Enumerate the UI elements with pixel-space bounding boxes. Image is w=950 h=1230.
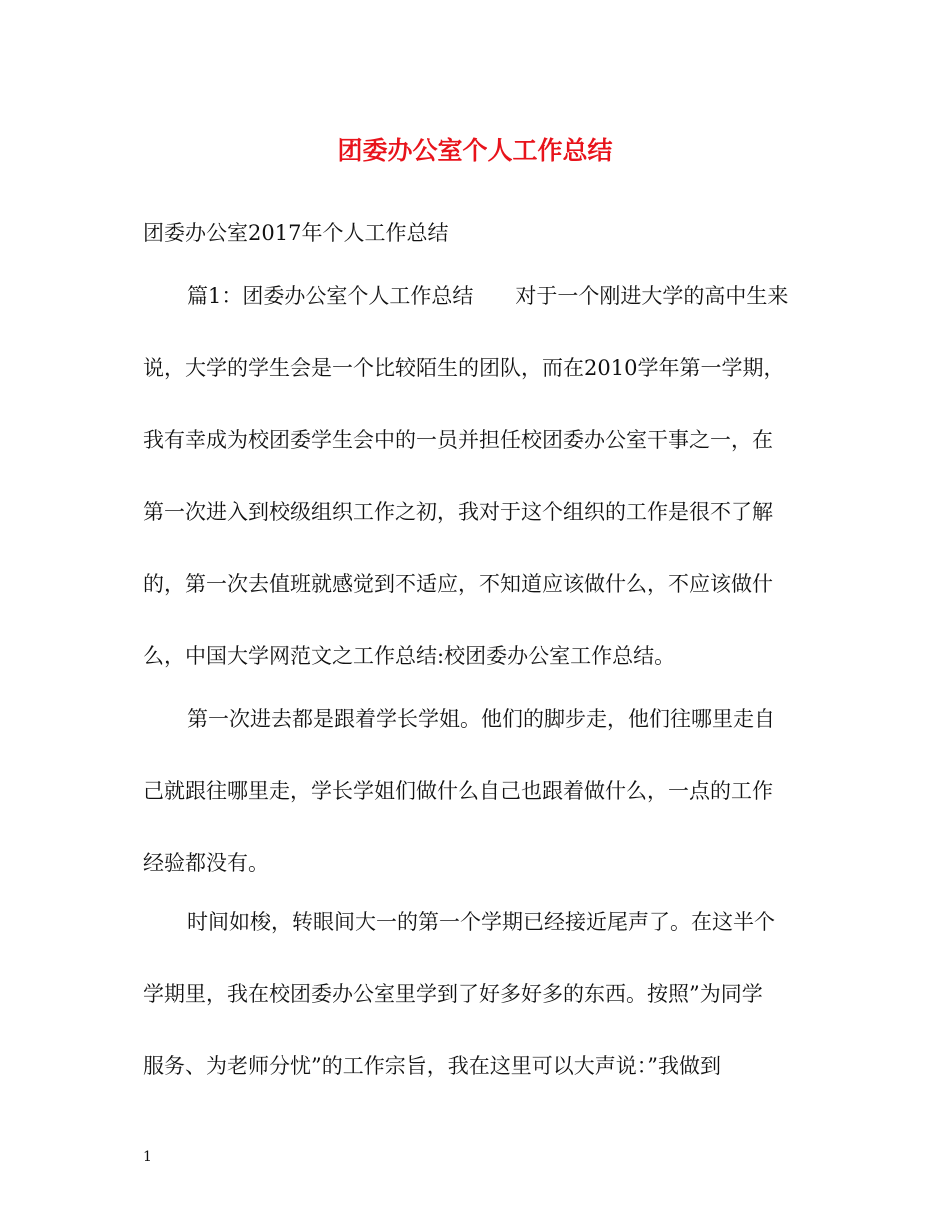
paragraph-line: 己就跟往哪里走，学长学姐们做什么自己也跟着做什么，一点的工作 — [143, 779, 773, 803]
paragraph-line: 经验都没有。 — [143, 851, 269, 875]
paragraph-line: 的，第一次去值班就感觉到不适应，不知道应该做什么，不应该做什 — [143, 572, 773, 596]
paragraph-line: 时间如梭，转眼间大一的第一个学期已经接近尾声了。在这半个 — [187, 910, 775, 934]
paragraph-line: 篇1：团委办公室个人工作总结 对于一个刚进大学的高中生来 — [187, 284, 789, 308]
document-title: 团委办公室个人工作总结 — [337, 136, 613, 165]
paragraph-line: 学期里，我在校团委办公室里学到了好多好多的东西。按照”为同学 — [143, 982, 763, 1006]
paragraph-line: 第一次进去都是跟着学长学姐。他们的脚步走，他们往哪里走自 — [187, 707, 775, 731]
paragraph-line: 说，大学的学生会是一个比较陌生的团队，而在2010学年第一学期， — [143, 356, 785, 380]
paragraph-line: 我有幸成为校团委学生会中的一员并担任校团委办公室干事之一，在 — [143, 428, 773, 452]
paragraph-line: 服务、为老师分忧”的工作宗旨，我在这里可以大声说：”我做到 — [143, 1054, 721, 1078]
page-number: 1 — [143, 1149, 152, 1165]
paragraph-line: 么，中国大学网范文之工作总结:校团委办公室工作总结。 — [143, 644, 676, 668]
paragraph-line: 第一次进入到校级组织工作之初，我对于这个组织的工作是很不了解 — [143, 500, 773, 524]
document-subtitle: 团委办公室2017年个人工作总结 — [143, 221, 449, 245]
